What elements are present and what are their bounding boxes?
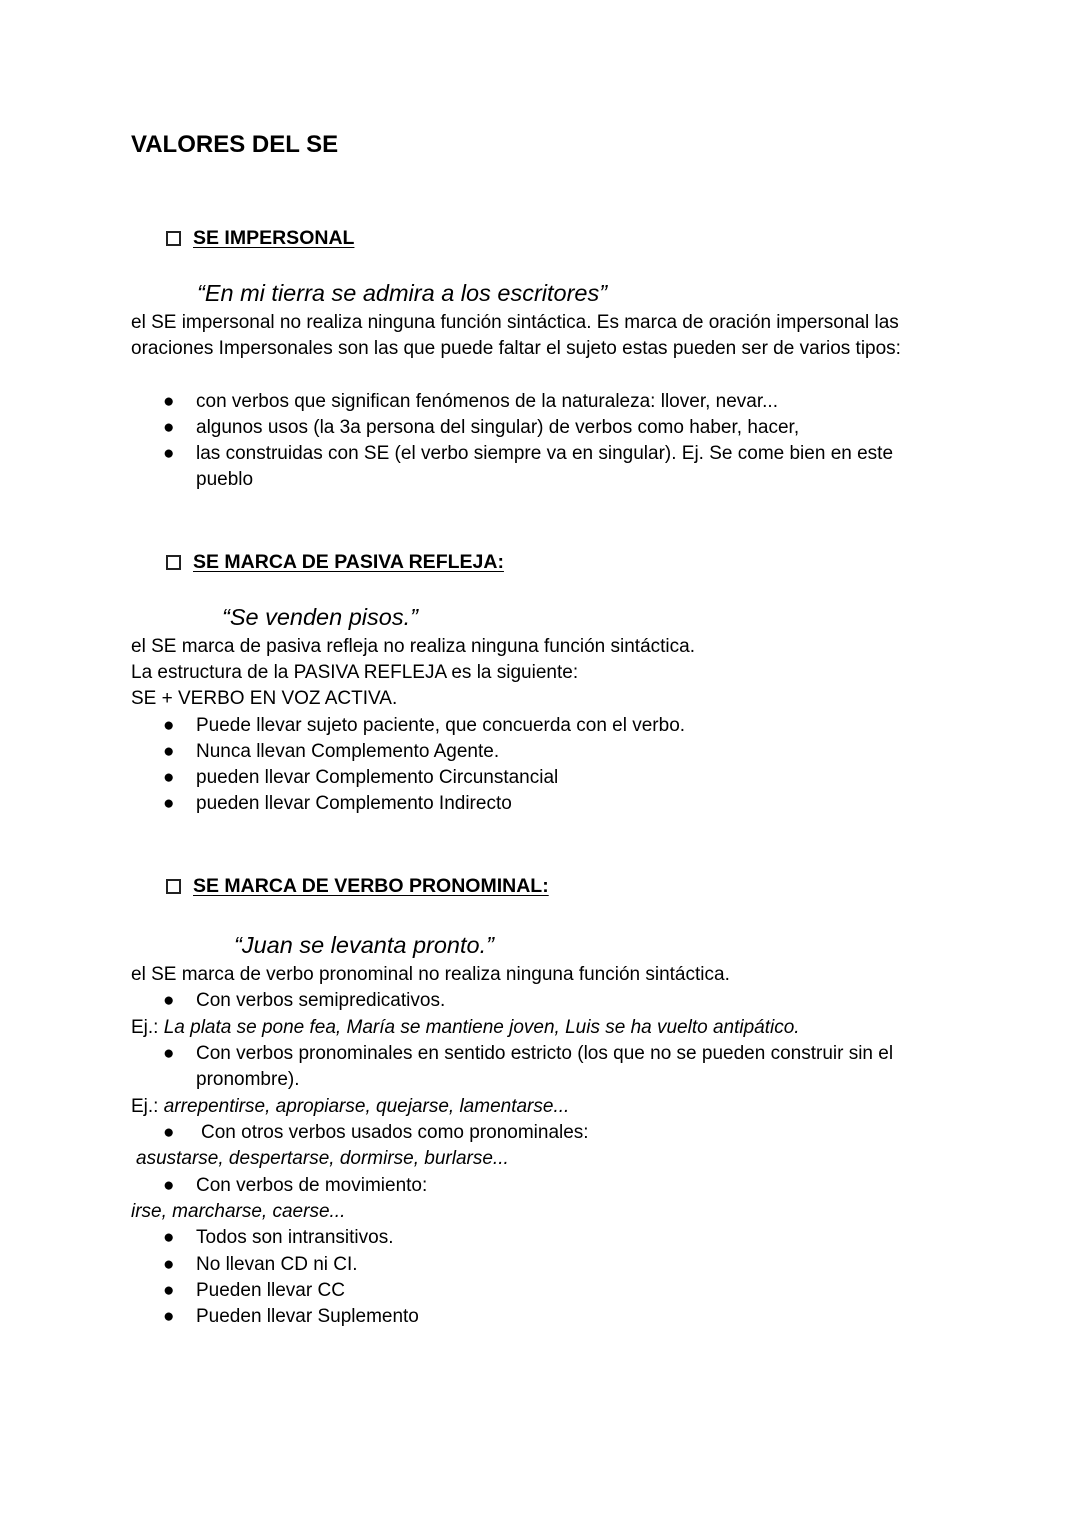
example-sentence: “Juan se levanta pronto.” xyxy=(234,932,494,958)
text-line: el SE marca de verbo pronominal no realiza ninguna función sintáctica. xyxy=(131,964,730,985)
section-heading-label: SE MARCA DE VERBO PRONOMINAL: xyxy=(193,874,549,897)
bullet-icon: ● xyxy=(163,1175,175,1196)
text-line: SE + VERBO EN VOZ ACTIVA. xyxy=(131,688,398,709)
list-item: las construidas con SE (el verbo siempre va en singular). Ej. Se come bien en este pueblo xyxy=(196,443,894,491)
bullet-icon: ● xyxy=(163,443,175,464)
list-item: No llevan CD ni CI. xyxy=(196,1254,358,1275)
bullet-icon: ● xyxy=(163,990,175,1011)
bullet-icon: ● xyxy=(163,767,175,788)
example-text: irse, marcharse, caerse... xyxy=(131,1201,346,1222)
section-heading-label: SE IMPERSONAL xyxy=(193,226,355,249)
text-line: el SE marca de pasiva refleja no realiza ninguna función sintáctica. xyxy=(131,636,695,657)
list-item: Puede llevar sujeto paciente, que concuerda con el verbo. xyxy=(196,715,686,736)
bullet-icon: ● xyxy=(163,1122,175,1143)
list-item: pueden llevar Complemento Circunstancial xyxy=(196,767,559,788)
example-sentence: “En mi tierra se admira a los escritores” xyxy=(197,280,608,306)
bullet-icon: ● xyxy=(163,741,175,762)
section-heading-pasiva-refleja xyxy=(166,550,504,574)
example-text: asustarse, despertarse, dormirse, burlarse... xyxy=(136,1148,509,1169)
section-heading-impersonal xyxy=(166,226,354,250)
example-line xyxy=(131,1015,941,1041)
text-line: La estructura de la PASIVA REFLEJA es la siguiente: xyxy=(131,662,579,683)
list-item: Todos son intransitivos. xyxy=(196,1227,394,1248)
bullet-icon: ● xyxy=(163,1043,175,1064)
list-item: Nunca llevan Complemento Agente. xyxy=(196,741,500,762)
bullet-icon: ● xyxy=(163,715,175,736)
section-heading-label: SE MARCA DE PASIVA REFLEJA: xyxy=(193,550,504,573)
list-item: con verbos que significan fenómenos de la naturaleza: llover, nevar... xyxy=(196,391,778,412)
list-item: pueden llevar Complemento Indirecto xyxy=(196,793,512,814)
list-item: Con verbos de movimiento: xyxy=(196,1175,428,1196)
bullet-icon: ● xyxy=(163,391,175,412)
checkbox-icon[interactable] xyxy=(166,879,181,894)
example-prefix: Ej.: xyxy=(131,1096,164,1117)
checkbox-icon[interactable] xyxy=(166,555,181,570)
list-item: algunos usos (la 3a persona del singular) de verbos como haber, hacer, xyxy=(196,417,800,438)
example-line xyxy=(131,1094,941,1120)
checkbox-icon[interactable] xyxy=(166,231,181,246)
example-prefix: Ej.: xyxy=(131,1017,164,1038)
list-item: Con otros verbos usados como pronominales: xyxy=(201,1122,589,1143)
list-item: Pueden llevar CC xyxy=(196,1280,345,1301)
example-sentence: “Se venden pisos.” xyxy=(222,604,418,630)
section-heading-verbo-pronominal xyxy=(166,874,549,898)
bullet-icon: ● xyxy=(163,793,175,814)
bullet-icon: ● xyxy=(163,1254,175,1275)
bullet-icon: ● xyxy=(163,1306,175,1327)
list-item: Con verbos pronominales en sentido estricto (los que no se pueden construir sin el pronombre). xyxy=(196,1043,894,1091)
list-item: Pueden llevar Suplemento xyxy=(196,1306,419,1327)
bullet-icon: ● xyxy=(163,417,175,438)
example-text: arrepentirse, apropiarse, quejarse, lamentarse... xyxy=(163,1096,570,1117)
list-item: Con verbos semipredicativos. xyxy=(196,990,446,1011)
paragraph: el SE impersonal no realiza ninguna función sintáctica. Es marca de oración impersonal las oraciones Impersonales son las que puede faltar el sujeto estas pueden ser de varios tipos: xyxy=(131,312,901,360)
bullet-icon: ● xyxy=(163,1280,175,1301)
example-text: La plata se pone fea, María se mantiene joven, Luis se ha vuelto antipático. xyxy=(163,1017,800,1038)
bullet-icon: ● xyxy=(163,1227,175,1248)
page-title: VALORES DEL SE xyxy=(131,131,339,158)
